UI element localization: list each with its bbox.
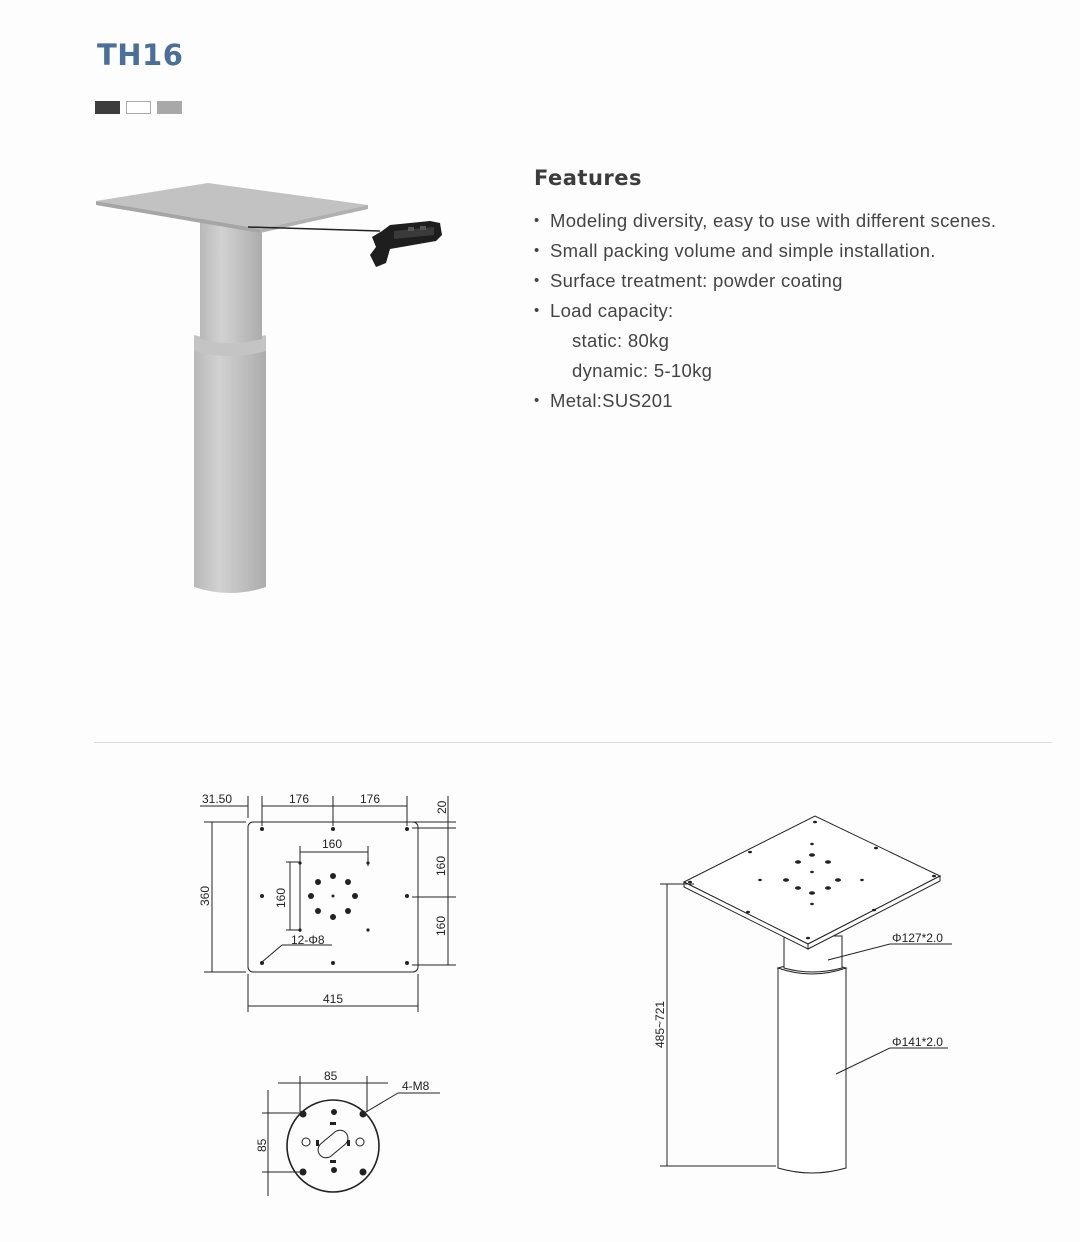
height-range-label: 485~721 (653, 1000, 667, 1048)
feature-item: • Metal:SUS201 (534, 386, 1054, 416)
feature-subitem: dynamic: 5-10kg (572, 360, 713, 381)
dim-top-edge: 20 (435, 800, 449, 814)
dim-offset: 31.50 (202, 792, 233, 806)
outer-tube (778, 968, 846, 1173)
dim-inner-height: 160 (274, 887, 288, 908)
dim-half-left: 176 (289, 792, 310, 806)
dim-plate-width: 415 (323, 992, 344, 1006)
feature-item: • Small packing volume and simple installation. (534, 236, 1054, 266)
top-plate-iso (684, 816, 940, 944)
outer-tube-label: Φ141*2.0 (892, 1035, 943, 1049)
dim-right-upper: 160 (434, 855, 448, 876)
feature-item: • Modeling diversity, easy to use with different scenes. (534, 206, 1054, 236)
base-dim-height: 85 (255, 1138, 269, 1152)
product-title: TH16 (97, 38, 184, 72)
base-thread-label: 4-M8 (402, 1079, 430, 1093)
feature-subitem: static: 80kg (572, 330, 670, 351)
base-dim-width: 85 (324, 1069, 338, 1083)
inner-tube-label: Φ127*2.0 (892, 931, 943, 945)
features-heading: Features (534, 166, 642, 190)
holes-label: 12-Φ8 (291, 933, 325, 947)
dim-plate-height: 360 (198, 885, 212, 906)
feature-item: • Surface treatment: powder coating (534, 266, 1054, 296)
dim-half-right: 176 (360, 792, 381, 806)
feature-item: • Load capacity: (534, 296, 1054, 326)
dim-inner-width: 160 (322, 837, 343, 851)
dim-right-lower: 160 (434, 915, 448, 936)
